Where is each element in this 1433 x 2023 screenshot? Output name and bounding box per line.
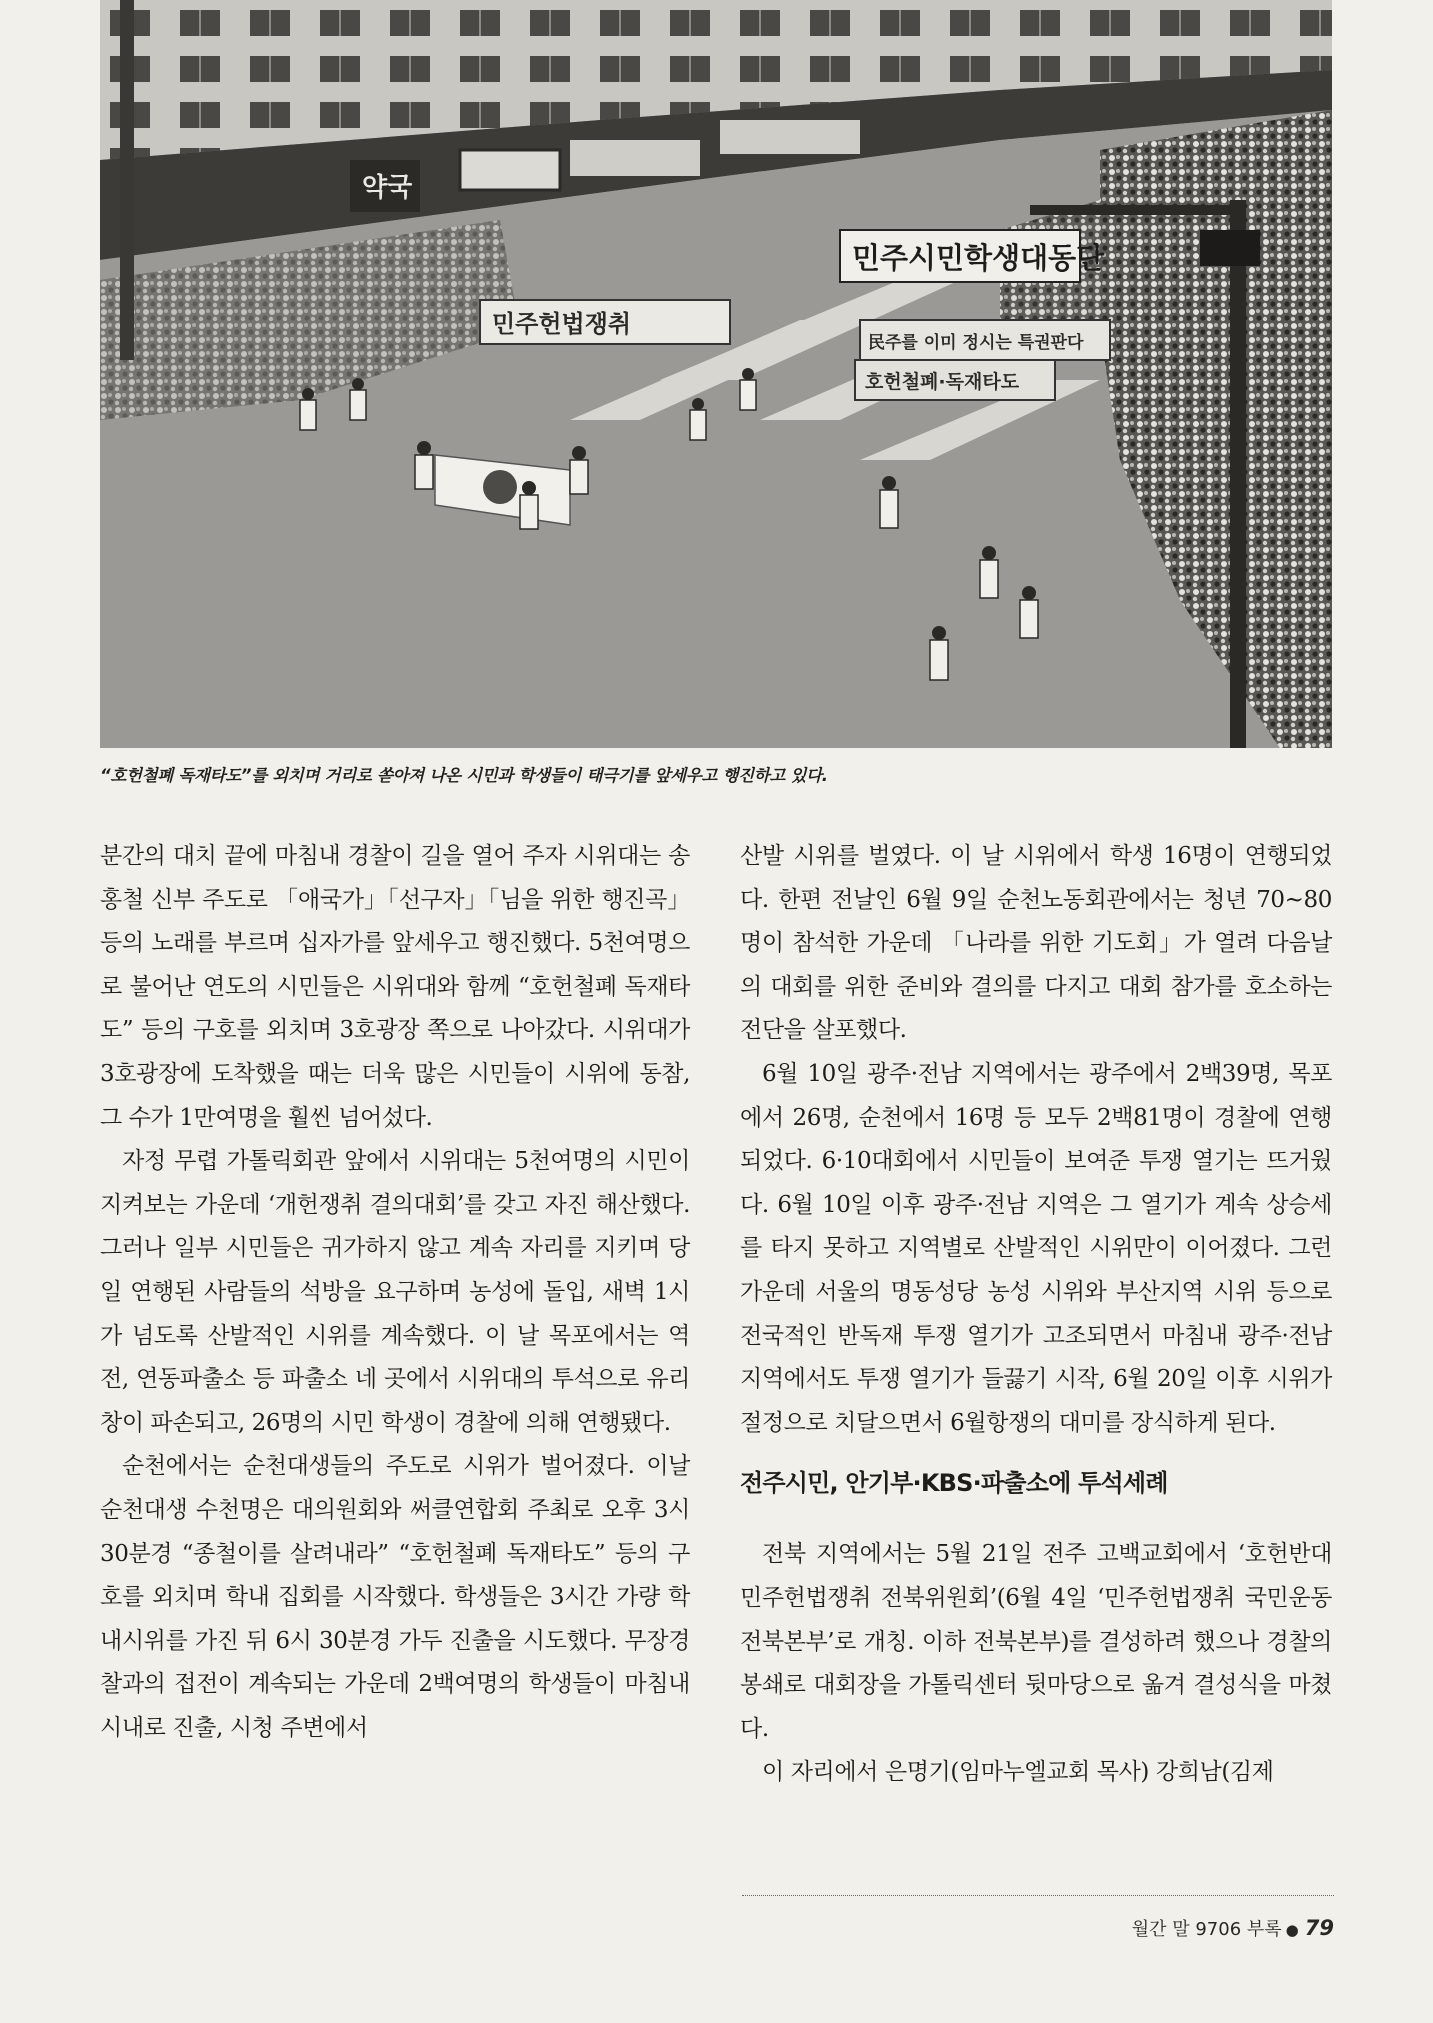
body-paragraph: 이 자리에서 은명기(임마누엘교회 목사) 강희남(김제 <box>762 1759 1274 1786</box>
body-paragraph: 순천에서는 순천대생들의 주도로 시위가 벌어졌다. 이날 순천대생 수천명은 대의원회와 써클연합회 주최로 오후 3시 30분경 “종철이를 살려내라” “호헌철폐 독재타도” 등의 구호를 외치며 학내 집회를 시작했다. 학생들은 3시간 가량 학내시위를 가진 뒤 6시 30분경 가두 진출을 시도했다. 무장경찰과의 접전이 계속되는 가운데 2백여명의 학생들이 마침내 시내로 진출, 시청 주변에서 <box>100 1453 690 1741</box>
photo-caption: “호헌철폐 독재타도”를 외치며 거리로 쏟아져 나온 시민과 학생들이 태극기를 앞세우고 행진하고 있다. <box>100 766 828 785</box>
footer-divider <box>742 1895 1334 1896</box>
banner-main: 민주시민학생대동단 <box>852 241 1105 275</box>
bullet-icon: ● <box>1285 1921 1299 1939</box>
section-heading: 전주시민, 안기부·KBS·파출소에 투석세례 <box>740 1469 1168 1498</box>
pharmacy-sign: 약국 <box>362 173 413 203</box>
body-paragraph: 분간의 대치 끝에 마침내 경찰이 길을 열어 주자 시위대는 송홍철 신부 주도로 「애국가」「선구자」「님을 위한 행진곡」 등의 노래를 부르며 십자가를 앞세우고 행진했다. 5천여명으로 불어난 연도의 시민들은 시위대와 함께 “호헌철폐 독재타도” 등의 구호를 외치며 3호광장 쪽으로 나아갔다. 시위대가 3호광장에 도착했을 때는 더욱 많은 시민들이 시위에 동참, 그 수가 1만여명을 훨씬 넘어섰다. <box>100 843 690 1131</box>
right-column <box>740 835 1332 1795</box>
protest-photo <box>100 0 1332 748</box>
magazine-title: 월간 말 9706 부록 <box>1131 1919 1282 1940</box>
body-paragraph: 자정 무렵 가톨릭회관 앞에서 시위대는 5천여명의 시민이 지켜보는 가운데 ‘개헌쟁취 결의대회’를 갖고 자진 해산했다. 그러나 일부 시민들은 귀가하지 않고 계속 자리를 지키며 당일 연행된 사람들의 석방을 요구하며 농성에 돌입, 새벽 1시가 넘도록 산발적인 시위를 계속했다. 이 날 목포에서는 역전, 연동파출소 등 파출소 네 곳에서 시위대의 투석으로 유리창이 파손되고, 26명의 시민 학생이 경찰에 의해 연행됐다. <box>100 1148 690 1436</box>
body-paragraph: 전북 지역에서는 5월 21일 전주 고백교회에서 ‘호헌반대 민주헌법쟁취 전북위원회’(6월 4일 ‘민주헌법쟁취 국민운동 전북본부’로 개칭. 이하 전북본부)를 결성하려 했으나 경찰의 봉쇄로 대회장을 가톨릭센터 뒷마당으로 옮겨 결성식을 마쳤다. <box>740 1541 1332 1742</box>
page-number: 79 <box>1304 1916 1334 1940</box>
banner-left: 민주헌법쟁취 <box>492 310 632 338</box>
banner-right-1: 民주를 이미 정시는 특권판다 <box>868 333 1084 353</box>
page-footer <box>1132 1915 1334 1941</box>
body-paragraph: 산발 시위를 벌였다. 이 날 시위에서 학생 16명이 연행되었다. 한편 전날인 6월 9일 순천노동회관에서는 청년 70~80명이 참석한 가운데 「나라를 위한 기도회」가 열려 다음날의 대회를 위한 준비와 결의를 다지고 대회 참가를 호소하는 전단을 살포했다. <box>740 843 1332 1044</box>
left-column <box>100 835 690 1750</box>
banner-right-2: 호헌철폐·독재타도 <box>865 371 1020 393</box>
body-paragraph: 6월 10일 광주·전남 지역에서는 광주에서 2백39명, 목포에서 26명, 순천에서 16명 등 모두 2백81명이 경찰에 연행되었다. 6·10대회에서 시민들이 보여준 투쟁 열기는 뜨거웠다. 6월 10일 이후 광주·전남 지역은 그 열기가 계속 상승세를 타지 못하고 지역별로 산발적인 시위만이 이어졌다. 그런 가운데 서울의 명동성당 농성 시위와 부산지역 시위 등으로 전국적인 반독재 투쟁 열기가 고조되면서 마침내 광주·전남 지역에서도 투쟁 열기가 들끓기 시작, 6월 20일 이후 시위가 절정으로 치달으면서 6월항쟁의 대미를 장식하게 된다. <box>740 1060 1332 1436</box>
